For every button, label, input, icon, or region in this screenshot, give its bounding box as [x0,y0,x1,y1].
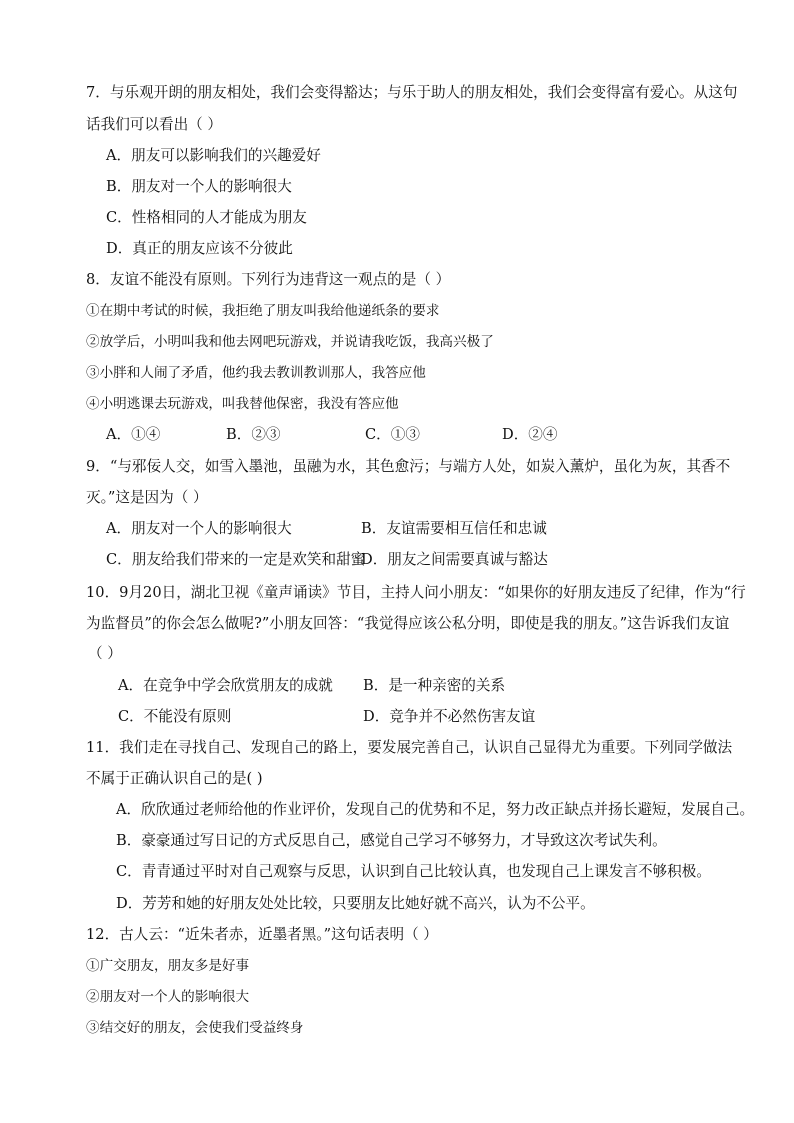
q9-option-c: C．朋友给我们带来的一定是欢笑和甜蜜 [106,551,366,568]
q9-option-a: A．朋友对一个人的影响很大 [106,520,292,537]
q8-item-2: ②放学后，小明叫我和他去网吧玩游戏，并说请我吃饭，我高兴极了 [86,334,494,350]
q10-stem-line-3: （ ） [88,645,122,662]
q8-item-4: ④小明逃课去玩游戏，叫我替他保密，我没有答应他 [86,396,399,412]
q8-stem: 8．友谊不能没有原则。下列行为违背这一观点的是（ ） [86,271,451,288]
q9-option-d: D．朋友之间需要真诚与豁达 [361,551,548,568]
q7-stem-line-1: 7．与乐观开朗的朋友相处，我们会变得豁达；与乐于助人的朋友相处，我们会变得富有爱心。从这句 [86,84,738,101]
q11-option-b: B．豪豪通过写日记的方式反思自己，感觉自己学习不够努力，才导致这次考试失利。 [116,832,667,849]
q12-item-2: ②朋友对一个人的影响很大 [86,989,250,1005]
q7-option-a: A．朋友可以影响我们的兴趣爱好 [106,147,321,164]
q7-option-d: D．真正的朋友应该不分彼此 [106,240,293,257]
q8-option-c: C．①③ [365,426,420,443]
q8-item-1: ①在期中考试的时候，我拒绝了朋友叫我给他递纸条的要求 [86,303,440,319]
q9-stem-line-1: 9．“与邪佞人交，如雪入墨池，虽融为水，其色愈污；与端方人处，如炭入薰炉，虽化为灰，其香不 [86,458,731,475]
q11-stem-line-2: 不属于正确认识自己的是( ) [86,770,263,787]
q10-option-c: C．不能没有原则 [118,708,232,725]
q7-option-b: B．朋友对一个人的影响很大 [106,178,292,195]
q12-item-1: ①广交朋友，朋友多是好事 [86,958,250,974]
q9-option-b: B．友谊需要相互信任和忠诚 [361,520,547,537]
q7-option-c: C．性格相同的人才能成为朋友 [106,209,307,226]
q8-option-d: D．②④ [502,426,558,443]
q11-option-d: D．芳芳和她的好朋友处处比较，只要朋友比她好就不高兴，认为不公平。 [116,895,595,912]
q7-stem-line-2: 话我们可以看出（ ） [86,116,222,133]
q10-option-a: A．在竞争中学会欣赏朋友的成就 [118,677,333,694]
q11-option-a: A．欣欣通过老师给他的作业评价，发现自己的优势和不足，努力改正缺点并扬长避短，发展自己。 [116,801,755,818]
q8-option-b: B．②③ [226,426,281,443]
q10-option-d: D．竞争并不必然伤害友谊 [363,708,536,725]
q10-option-b: B．是一种亲密的关系 [363,677,506,694]
q9-stem-line-2: 灭。”这是因为（ ） [86,489,208,506]
q11-option-c: C．青青通过平时对自己观察与反思，认识到自己比较认真，也发现自己上课发言不够积极。 [116,863,711,880]
q8-item-3: ③小胖和人闹了矛盾，他约我去教训教训那人，我答应他 [86,365,426,381]
q12-item-3: ③结交好的朋友，会使我们受益终身 [86,1020,304,1036]
q10-stem-line-2: 为监督员”的你会怎么做呢?”小朋友回答：“我觉得应该公私分明，即使是我的朋友。”这告诉我们友谊 [86,615,730,632]
q11-stem-line-1: 11．我们走在寻找自己、发现自己的路上，要发展完善自己，认识自己显得尤为重要。下列同学做法 [86,739,733,756]
q12-stem: 12．古人云：“近朱者赤，近墨者黑。”这句话表明（ ） [86,926,438,943]
q8-option-a: A．①④ [106,426,161,443]
q10-stem-line-1: 10．9月20日，湖北卫视《童声诵读》节目，主持人问小朋友：“如果你的好朋友违反了纪律，作为“行 [86,584,746,601]
